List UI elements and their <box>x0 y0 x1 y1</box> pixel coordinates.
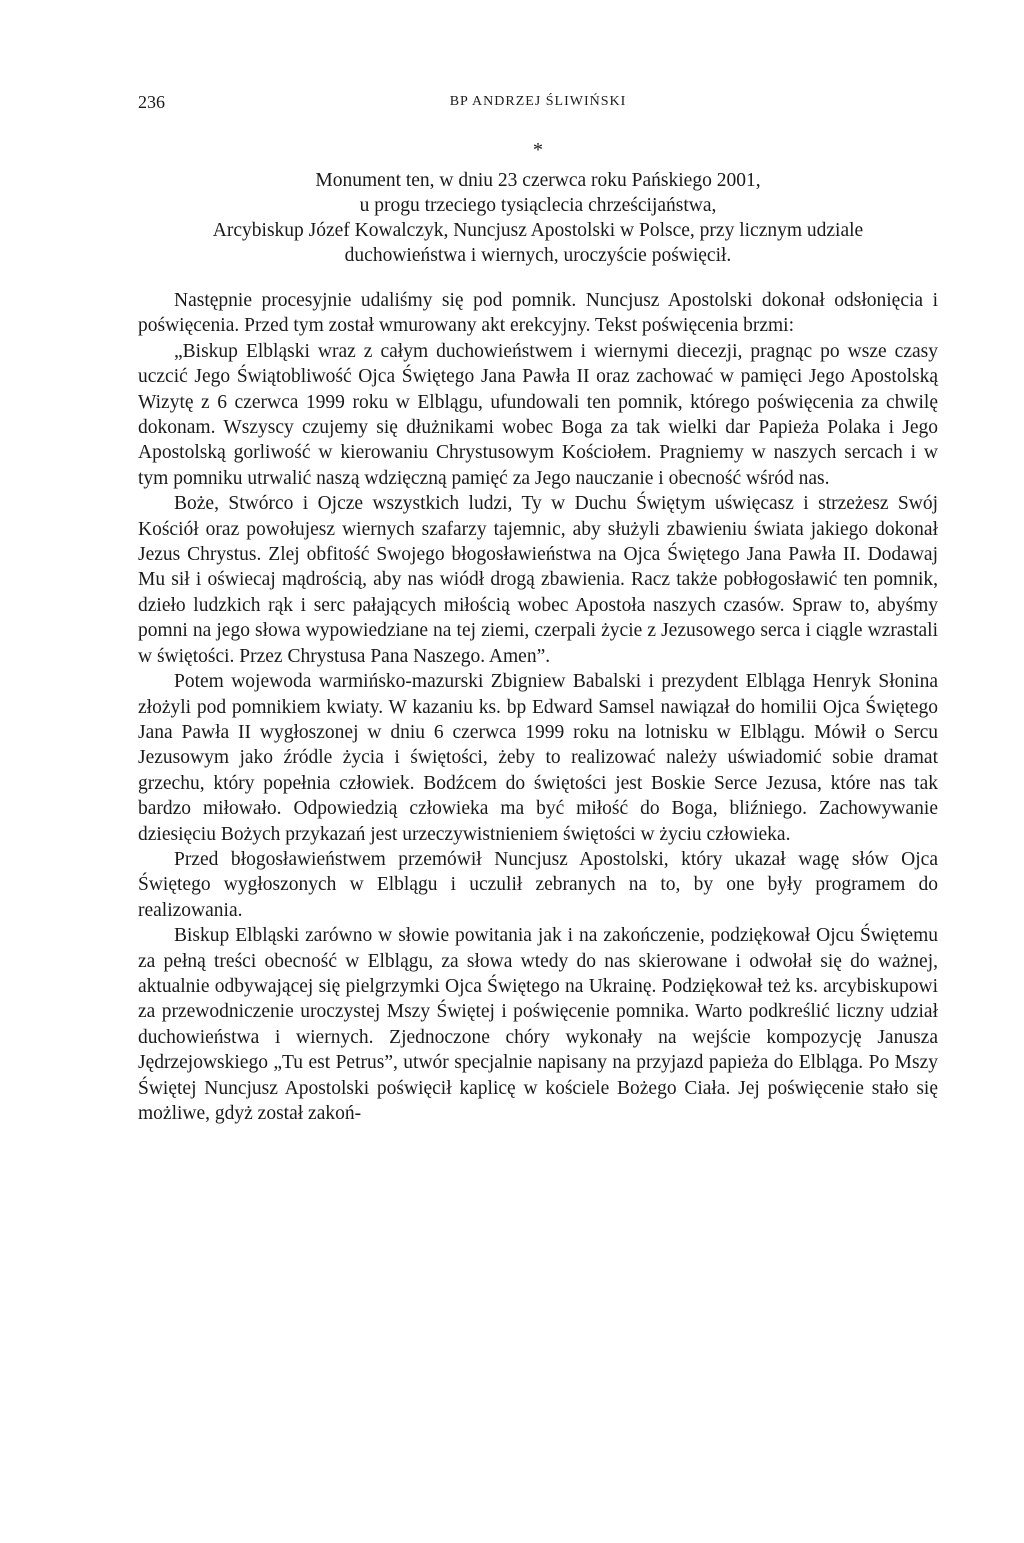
dedication-line: Monument ten, w dniu 23 czerwca roku Pańskiego 2001, <box>315 170 761 191</box>
paragraph: Przed błogosławieństwem przemówił Nuncjusz Apostolski, który ukazał wagę słów Ojca Świętego wygłoszonych w Elblągu i uczulił zebranych na to, by one były programem do realizowania. <box>138 848 938 921</box>
paragraph: Potem wojewoda warmińsko-mazurski Zbigniew Babalski i prezydent Elbląga Henryk Słonina złożyli pod pomnikiem kwiaty. W kazaniu ks. bp Edward Samsel nawiązał do homilii Ojca Świętego Jana Pawła II wygłoszonej w dniu 6 czerwca 1999 roku na lotnisku w Elblągu. Mówił o Sercu Jezusowym jako źródle życia i świętości, żeby to realizować należy uświadomić sobie dramat grzechu, który popełnia człowiek. Bodźcem do świętości jest Boskie Serce Jezusa, które nas tak bardzo miłowało. Odpowiedzią człowieka ma być miłość do Boga, bliźniego. Zachowywanie dziesięciu Bożych przykazań jest urzeczywistnieniem świętości w życiu człowieka. <box>138 671 938 845</box>
dedication-inscription <box>138 168 938 268</box>
dedication-line: Arcybiskup Józef Kowalczyk, Nuncjusz Apostolski w Polsce, przy licznym udziale <box>212 220 864 241</box>
page-number: 236 <box>138 92 165 112</box>
dedication-line: duchowieństwa i wiernych, uroczyście poświęcił. <box>344 245 732 266</box>
paragraph: Następnie procesyjnie udaliśmy się pod pomnik. Nuncjusz Apostolski dokonał odsłonięcia i poświęcenia. Przed tym został wmurowany akt erekcyjny. Tekst poświęcenia brzmi: <box>138 290 938 337</box>
dedication-line: u progu trzeciego tysiąclecia chrześcijaństwa, <box>359 195 717 216</box>
asterisk-separator: * <box>533 139 543 161</box>
running-title: BP ANDRZEJ ŚLIWIŃSKI <box>449 94 627 109</box>
running-head <box>138 92 938 122</box>
paragraph: „Biskup Elbląski wraz z całym duchowieństwem i wiernymi diecezji, pragnąc po wsze czasy uczcić Jego Świątobliwość Ojca Świętego Jana Pawła II oraz zachować w pamięci Jego Apostolską Wizytę z 6 czerwca 1999 roku w Elblągu, ufundowali ten pomnik, którego poświęcenia za chwilę dokonam. Wszyscy czujemy się dłużnikami wobec Boga za tak wielki dar Papieża Polaka i Jego Apostolską gorliwość w kierowaniu Chrystusowym Kościołem. Pragniemy w naszych sercach i w tym pomniku utrwalić naszą wdzięczną pamięć za Jego nauczanie i obecność wśród nas. <box>138 340 938 489</box>
paragraph: Biskup Elbląski zarówno w słowie powitania jak i na zakończenie, podziękował Ojcu Świętemu za pełną treści obecność w Elblągu, za słowa wtedy do nas skierowane i odwołał się do ważnej, aktualnie odbywającej się pielgrzymki Ojca Świętego na Ukrainę. Podziękował też ks. arcybiskupowi za przewodniczenie uroczystej Mszy Świętej i poświęcenie pomnika. Warto podkreślić liczny udział duchowieństwa i wiernych. Zjednoczone chóry wykonały na wejście kompozycję Janusza Jędrzejowskiego „Tu est Petrus”, utwór specjalnie napisany na przyjazd papieża do Elbląga. Po Mszy Świętej Nuncjusz Apostolski poświęcił kaplicę w kościele Bożego Ciała. Jej poświęcenie stało się możliwe, gdyż został zakoń- <box>138 925 938 1124</box>
paragraph: Boże, Stwórco i Ojcze wszystkich ludzi, Ty w Duchu Świętym uświęcasz i strzeżesz Swój Kościół oraz powołujesz wiernych szafarzy tajemnic, aby służyli zbawieniu świata jakiego dokonał Jezus Chrystus. Zlej obfitość Swojego błogosławieństwa na Ojca Świętego Jana Pawła II. Dodawaj Mu sił i oświecaj mądrością, aby nas wiódł drogą zbawienia. Racz także pobłogosławić ten pomnik, dzieło ludzkich rąk i serc pałających miłością wobec Apostoła naszych czasów. Spraw to, abyśmy pomni na jego słowa wypowiedziane na tej ziemi, czerpali życie z Jezusowego serca i ciągle wzrastali w świętości. Przez Chrystusa Pana Naszego. Amen”. <box>138 493 938 667</box>
body-text <box>138 288 938 1126</box>
book-page <box>138 92 938 1126</box>
